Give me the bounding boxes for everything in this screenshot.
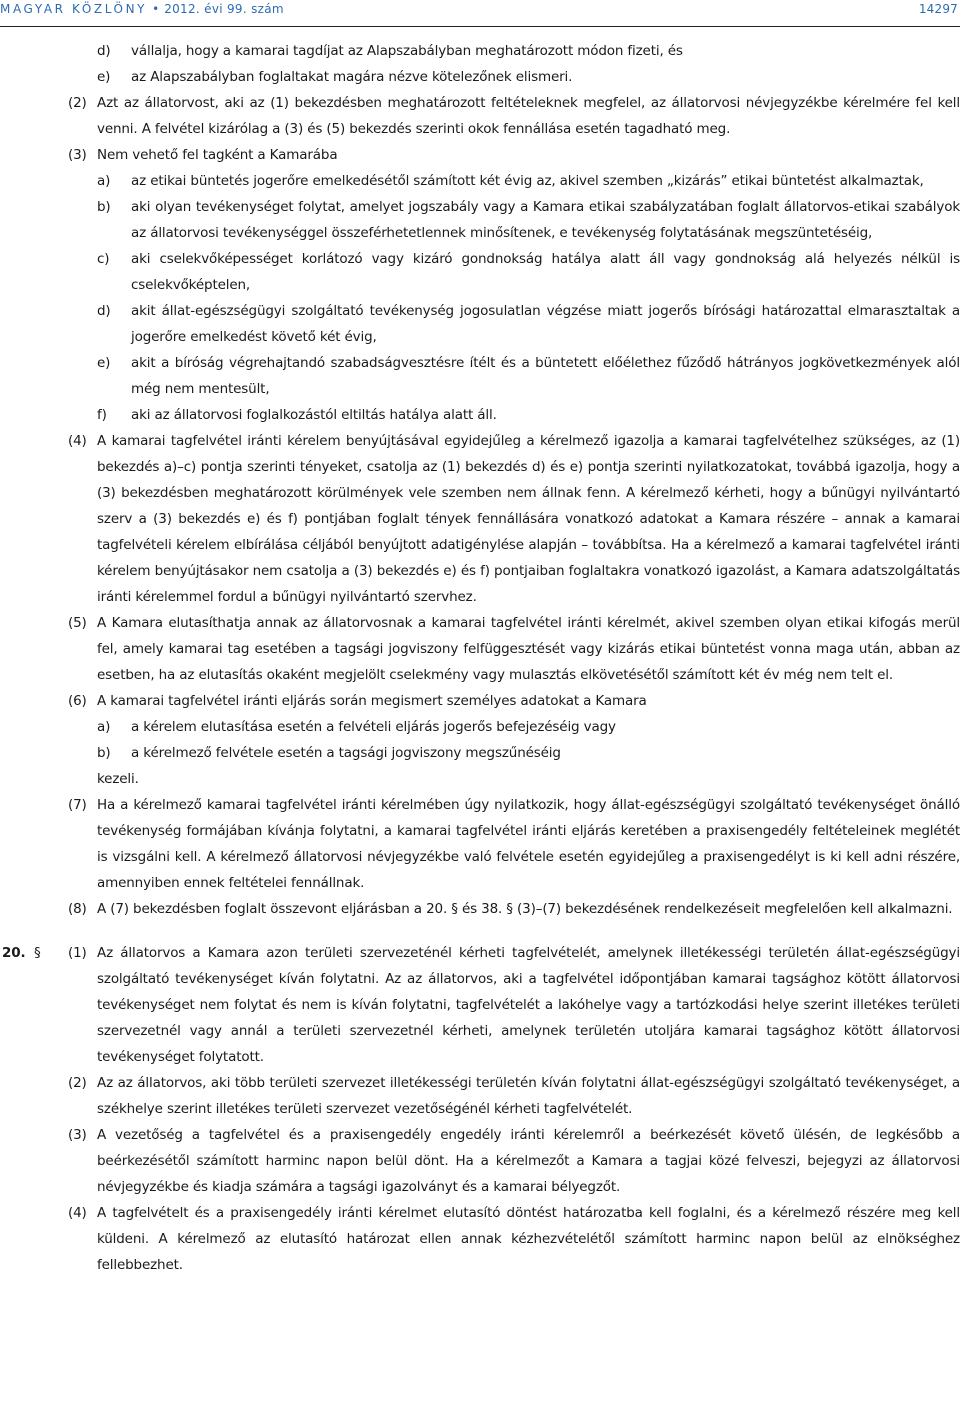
- paragraph: [0, 610, 960, 688]
- paragraph: [0, 90, 960, 142]
- list-item: [0, 38, 960, 64]
- list-item: [0, 714, 960, 740]
- paragraph: [0, 766, 960, 792]
- item-number: e): [97, 355, 111, 371]
- list-item: [0, 298, 960, 350]
- item-text: Ha a kérelmező kamarai tagfelvétel iránti kérelmében úgy nyilatkozik, hogy állat-egészségügyi szolgáltató tevékenységet önálló tevékenység formájában kívánja folytatni, a kamarai tagfelvétel iránti eljárás keretében a praxisengedély feltételeinek meglétét is vizsgálni kell. A kérelmező állatorvosi névjegyzékbe való felvétele esetén egyidejűleg a praxisengedélyt is ki kell adni részére, amennyiben ennek feltételei fennállnak.: [97, 797, 960, 891]
- paragraph: [0, 688, 960, 714]
- paragraph-number: (1): [68, 945, 87, 961]
- section-paragraph: [68, 1070, 960, 1122]
- item-number: (6): [68, 693, 87, 709]
- paragraph-number: (2): [68, 1075, 87, 1091]
- paragraph: [0, 896, 960, 922]
- section-gap: [0, 922, 960, 940]
- item-number: (2): [68, 95, 87, 111]
- item-number: (4): [68, 433, 87, 449]
- section-paragraph: [68, 1200, 960, 1278]
- item-number: b): [97, 745, 111, 761]
- document-body: [0, 38, 960, 1278]
- list-item: [0, 168, 960, 194]
- list-item: [0, 246, 960, 298]
- item-number: (5): [68, 615, 87, 631]
- list-item: [0, 350, 960, 402]
- list-item: [0, 402, 960, 428]
- section-20: [0, 940, 960, 1278]
- item-number: d): [97, 303, 111, 319]
- item-number: d): [97, 43, 111, 59]
- item-number: b): [97, 199, 111, 215]
- publication-name: MAGYAR KÖZLÖNY: [0, 2, 148, 16]
- article-19-continuation: [0, 38, 960, 922]
- section-paragraph: [68, 940, 960, 1070]
- item-text: a kérelmező felvétele esetén a tagsági jogviszony megszűnéséig: [131, 745, 561, 761]
- list-item: [0, 740, 960, 766]
- item-text: akit állat-egészségügyi szolgáltató tevékenység jogosulatlan végzése miatt jogerős bírósági határozattal elmarasztaltak a jogerőre emelkedést követő két évig,: [131, 303, 960, 345]
- item-text: a kérelem elutasítása esetén a felvételi eljárás jogerős befejezéséig vagy: [131, 719, 616, 735]
- item-text: vállalja, hogy a kamarai tagdíjat az Alapszabályban meghatározott módon fizeti, és: [131, 43, 683, 59]
- paragraph-text: Az az állatorvos, aki több területi szervezet illetékességi területén kíván folytatni állat-egészségügyi szolgáltató tevékenységet, a székhelye szerint illetékes területi szervezet vezetőségénél kérheti tagfelvételét.: [97, 1075, 960, 1117]
- item-text: A kamarai tagfelvétel iránti kérelem benyújtásával egyidejűleg a kérelmező igazolja a kamarai tagfelvételhez szükséges, az (1) bekezdés a)–c) pontja szerinti tényeket, csatolja az (1) bekezdés d) és e) pontja szerinti nyilatkozatokat, továbbá igazolja, hogy a (3) bekezdésben meghatározott körülmények vele szemben nem állnak fenn. A kérelmező kérheti, hogy a bűnügyi nyilvántartó szerv a (3) bekezdés e) és f) pontjában foglalt tények fennállására vonatkozó adatokat a Kamara részére – annak a kamarai tagfelvételi kérelem elbírálása céljából benyújtott adatigénylése alapján – továbbítsa. Ha a kérelmező a kamarai tagfelvétel iránti kérelem benyújtásakor nem csatolja a (3) bekezdés e) és f) pontjaiban foglaltakra vonatkozó igazolást, a Kamara adatszolgáltatás iránti kérelemmel fordul a bűnügyi nyilvántartó szervhez.: [97, 433, 960, 605]
- paragraph: [0, 142, 960, 168]
- page-header: [0, 0, 960, 27]
- item-text: aki cselekvőképességet korlátozó vagy kizáró gondnokság hatálya alatt áll vagy gondnokság alá helyezés nélkül is cselekvőképtelen,: [131, 251, 960, 293]
- running-head: [0, 2, 284, 16]
- section-sign: §: [34, 945, 41, 961]
- item-text: aki olyan tevékenységet folytat, amelyet jogszabály vagy a Kamara etikai szabályzatában foglalt állatorvos-etikai szabályok az állatorvosi tevékenységgel összeférhetetlennek minősítenek, e tevékenység folytatásának megszüntetéséig,: [131, 199, 960, 241]
- item-number: (3): [68, 147, 87, 163]
- item-text: A kamarai tagfelvétel iránti eljárás során megismert személyes adatokat a Kamara: [97, 693, 647, 709]
- item-number: f): [97, 407, 107, 423]
- section-paragraph: [68, 1122, 960, 1200]
- paragraph-number: (3): [68, 1127, 87, 1143]
- list-item: [0, 194, 960, 246]
- item-text: kezeli.: [97, 771, 139, 787]
- paragraph-text: A vezetőség a tagfelvétel és a praxisengedély engedély iránti kérelemről a beérkezését követő ülésén, de legkésőbb a beérkezésétől számított harminc napon belül dönt. Ha a kérelmezőt a Kamara a tagjai közé felveszi, bejegyzi az állatorvosi névjegyzékbe és kiadja számára a tagsági igazolványt és a kamarai bélyegzőt.: [97, 1127, 960, 1195]
- item-number: (7): [68, 797, 87, 813]
- section-number: 20.: [2, 945, 26, 961]
- item-text: Nem vehető fel tagként a Kamarába: [97, 147, 338, 163]
- section-paragraphs: [68, 940, 960, 1278]
- item-text: A (7) bekezdésben foglalt összevont eljárásban a 20. § és 38. § (3)–(7) bekezdésének rendelkezéseit megfelelően kell alkalmazni.: [97, 901, 953, 917]
- paragraph-number: (4): [68, 1205, 87, 1221]
- paragraph-text: Az állatorvos a Kamara azon területi szervezeténél kérheti tagfelvételét, amelynek illetékességi területén állat-egészségügyi szolgáltató tevékenységet kíván folytatni. Az az állatorvos, aki a tagfelvétel időpontjában kamarai tagsághoz kötött állatorvosi tevékenységet nem folytat és nem is kíván folytatni, tagfelvételét a lakóhelye vagy a tartózkodási helye szerint illetékes területi szervezetnél vagy annál a területi szervezetnél kérheti, amelynek területén utoljára kamarai tagsághoz kötött állatorvosi tevékenységet folytatott.: [97, 945, 960, 1065]
- item-number: a): [97, 173, 111, 189]
- paragraph: [0, 428, 960, 610]
- paragraph: [0, 792, 960, 896]
- page-number: 14297: [918, 2, 958, 16]
- list-item: [0, 64, 960, 90]
- item-number: e): [97, 69, 111, 85]
- item-text: Azt az állatorvost, aki az (1) bekezdésben meghatározott feltételeknek megfelel, az állatorvosi névjegyzékbe kérelmére fel kell venni. A felvétel kizárólag a (3) és (5) bekezdés szerinti okok fennállása esetén tagadható meg.: [97, 95, 960, 137]
- item-number: a): [97, 719, 111, 735]
- paragraph-text: A tagfelvételt és a praxisengedély iránti kérelmet elutasító döntést határozatba kell foglalni, és a kérelmező részére meg kell küldeni. A kérelmező az elutasító határozat ellen annak kézhezvételétől számított harminc napon belül az elnökséghez fellebbezhet.: [97, 1205, 960, 1273]
- item-text: az etikai büntetés jogerőre emelkedésétől számított két évig az, akivel szemben „kizárás” etikai büntetést alkalmaztak,: [131, 173, 924, 189]
- item-text: akit a bíróság végrehajtandó szabadságvesztésre ítélt és a büntetett előélethez fűződő hátrányos jogkövetkezmények alól még nem mentesült,: [131, 355, 960, 397]
- item-number: (8): [68, 901, 87, 917]
- bullet-separator: •: [152, 2, 160, 16]
- issue-label: 2012. évi 99. szám: [164, 2, 284, 16]
- item-text: aki az állatorvosi foglalkozástól eltiltás hatálya alatt áll.: [131, 407, 497, 423]
- item-text: az Alapszabályban foglaltakat magára nézve kötelezőnek elismeri.: [131, 69, 573, 85]
- item-text: A Kamara elutasíthatja annak az állatorvosnak a kamarai tagfelvétel iránti kérelmét, akivel szemben olyan etikai kifogás merül fel, amely kamarai tag esetében a tagsági jogviszony felfüggesztését vagy kizárás etikai büntetést vonna maga után, abban az esetben, ha az elutasítás okaként megjelölt cselekmény vagy mulasztás elkövetésétől számított két év még nem telt el.: [97, 615, 960, 683]
- item-number: c): [97, 251, 110, 267]
